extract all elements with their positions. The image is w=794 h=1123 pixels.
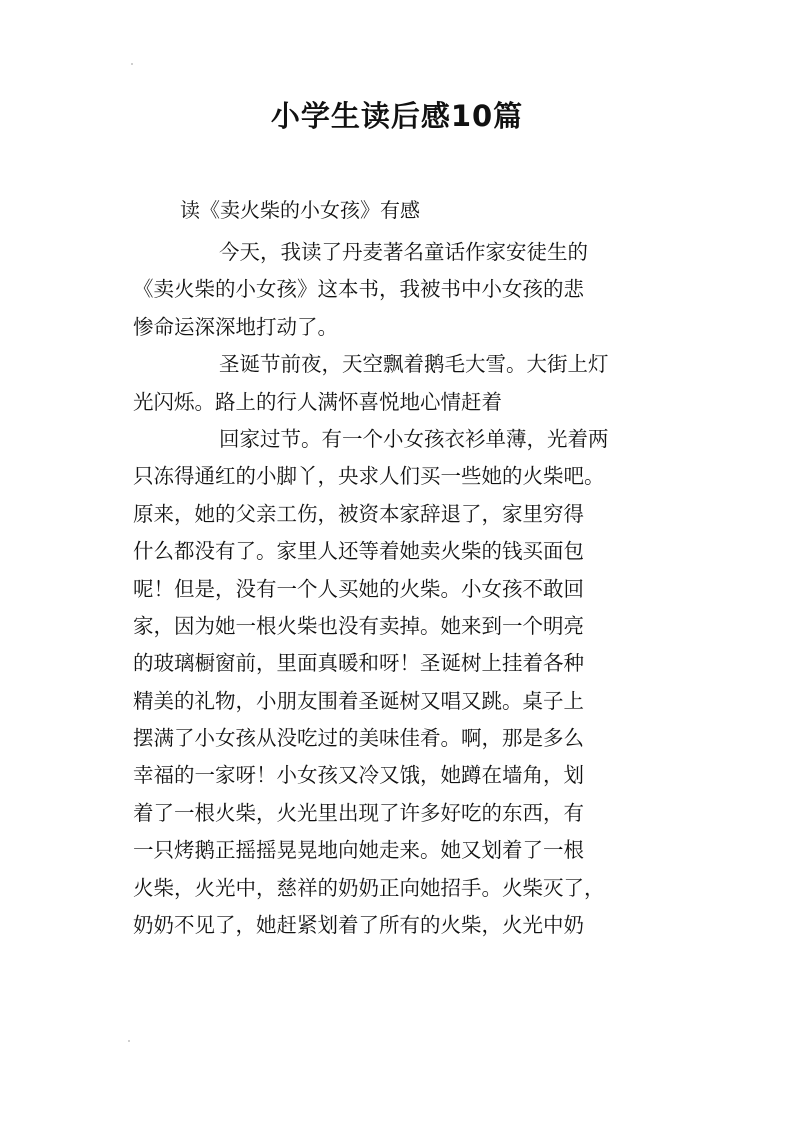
- text-line: 精美的礼物，小朋友围着圣诞树又唱又跳。桌子上: [133, 688, 584, 713]
- text-line: 原来，她的父亲工伤，被资本家辞退了，家里穷得: [133, 501, 584, 526]
- essay-subtitle: 读《卖火柴的小女孩》有感: [180, 198, 420, 222]
- text-line: 《卖火柴的小女孩》这本书，我被书中小女孩的悲: [133, 277, 584, 302]
- essay-body: [133, 234, 678, 944]
- scan-speck: [131, 63, 133, 65]
- text-line: 摆满了小女孩从没吃过的美味佳肴。啊，那是多么: [133, 726, 584, 751]
- text-line: 光闪烁。路上的行人满怀喜悦地心情赶着: [133, 389, 502, 414]
- text-line: 的玻璃橱窗前，里面真暖和呀！圣诞树上挂着各种: [133, 651, 584, 676]
- text-line: 着了一根火柴，火光里出现了许多好吃的东西，有: [133, 800, 584, 825]
- text-line: 回家过节。有一个小女孩衣衫单薄，光着两: [219, 426, 609, 451]
- text-line: 什么都没有了。家里人还等着她卖火柴的钱买面包: [133, 539, 584, 564]
- text-line: 幸福的一家呀！小女孩又冷又饿，她蹲在墙角，划: [133, 763, 584, 788]
- text-line: 一只烤鹅正摇摇晃晃地向她走来。她又划着了一根: [133, 838, 584, 863]
- text-line: 惨命运深深地打动了。: [133, 314, 338, 339]
- scan-speck: [128, 1040, 130, 1042]
- text-line: 圣诞节前夜，天空飘着鹅毛大雪。大街上灯: [219, 352, 609, 377]
- text-line: 家，因为她一根火柴也没有卖掉。她来到一个明亮: [133, 613, 584, 638]
- text-line: 呢！但是，没有一个人买她的火柴。小女孩不敢回: [133, 576, 584, 601]
- text-line: 火柴，火光中，慈祥的奶奶正向她招手。火柴灭了，: [133, 875, 605, 900]
- document-title: 小学生读后感10篇: [270, 99, 524, 133]
- text-line: 只冻得通红的小脚丫，央求人们买一些她的火柴吧。: [133, 464, 605, 489]
- text-line: 奶奶不见了，她赶紧划着了所有的火柴，火光中奶: [133, 913, 584, 938]
- text-line: 今天，我读了丹麦著名童话作家安徒生的: [219, 240, 588, 264]
